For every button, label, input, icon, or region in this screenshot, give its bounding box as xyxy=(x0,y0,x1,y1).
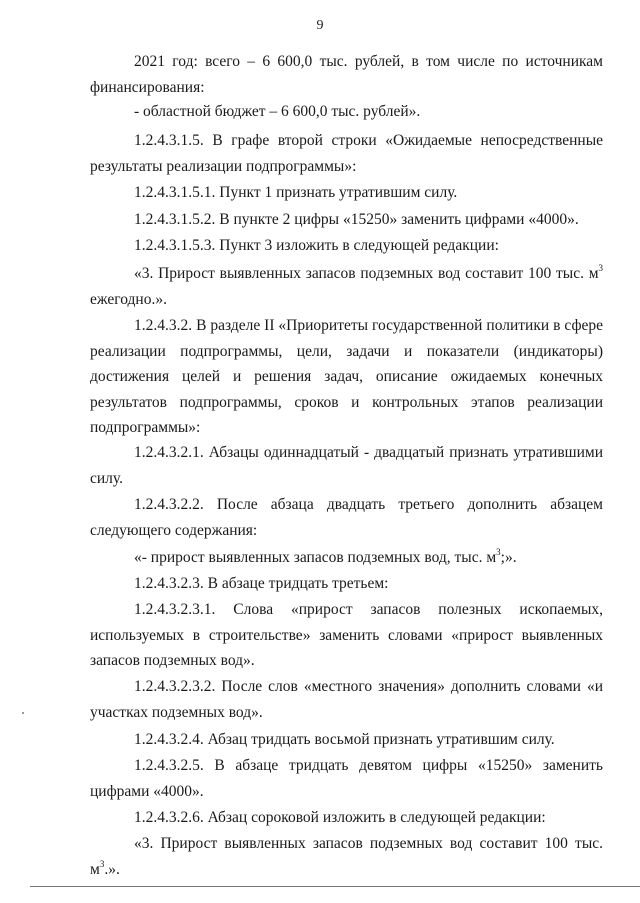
paragraph-1-2-4-3-2-1 xyxy=(90,440,603,491)
paragraph-1-2-4-3-2-2 xyxy=(90,492,603,543)
quote-text: «3. Прирост выявленных запасов подземных вод составит 100 тыс. м xyxy=(134,265,599,282)
paragraph-1-2-4-3-1-5-1 xyxy=(90,180,603,206)
paragraph-text: 1.2.4.3.2. В разделе II «Приоритеты государственной политики в сфере реализации подпрограммы, цели, задачи и показатели (индикаторы) достижения целей и решения задач, описание ожидаемых конечных результатов подпрограммы, сроков и контрольных этапов реализации подпрограммы»: xyxy=(90,317,603,436)
superscript: 3 xyxy=(598,263,603,273)
paragraph-1-2-4-3-2-3 xyxy=(90,571,603,597)
quote-growth-line xyxy=(90,545,603,571)
paragraph-text: 1.2.4.3.2.6. Абзац сороковой изложить в следующей редакции: xyxy=(134,809,546,826)
quote-text-end: ежегодно.». xyxy=(90,290,167,308)
paragraph-1-2-4-3-2-3-2 xyxy=(90,674,603,725)
quote-text-end: ;». xyxy=(500,549,517,566)
paragraph-text: 1.2.4.3.1.5. В графе второй строки «Ожидаемые непосредственные результаты реализации подпрограммы»: xyxy=(90,132,603,175)
paragraph-text: 1.2.4.3.2.4. Абзац тридцать восьмой признать утратившим силу. xyxy=(134,731,555,748)
quote-text-end: .». xyxy=(104,860,120,878)
paragraph-text: 1.2.4.3.2.2. После абзаца двадцать третьего дополнить абзацем следующего содержания: xyxy=(90,496,603,539)
scan-edge-line xyxy=(30,886,640,887)
superscript: 3 xyxy=(496,547,501,557)
paragraph-text: 1.2.4.3.2.3. В абзаце тридцать третьем: xyxy=(134,575,389,592)
quote-text: «3. Прирост выявленных запасов подземных вод составит 100 тыс. м xyxy=(90,835,603,878)
paragraph-1-2-4-3-2-3-1 xyxy=(90,597,603,674)
paragraph-text: 1.2.4.3.2.3.1. Слова «прирост запасов полезных ископаемых, используемых в строительстве» заменить словами «прирост выявленных запасов подземных вод». xyxy=(90,601,603,669)
paragraph-text: 1.2.4.3.2.1. Абзацы одиннадцатый - двадцатый признать утратившими силу. xyxy=(90,444,603,487)
paragraph-text: - областной бюджет – 6 600,0 тыс. рублей». xyxy=(134,103,421,120)
paragraph-text: 1.2.4.3.2.5. В абзаце тридцать девятом цифры «15250» заменить цифрами «4000». xyxy=(90,757,603,800)
scan-speck xyxy=(22,712,24,714)
paragraph-1-2-4-3-1-5 xyxy=(90,128,603,179)
paragraph-text: 1.2.4.3.1.5.2. В пункте 2 цифры «15250» заменить цифрами «4000». xyxy=(134,211,579,228)
paragraph-text: 1.2.4.3.2.3.2. После слов «местного значения» дополнить словами «и участках подземных вод». xyxy=(90,678,603,721)
paragraph-1-2-4-3-1-5-2 xyxy=(90,207,603,233)
quote-item-3-second xyxy=(90,831,603,882)
superscript: 3 xyxy=(99,858,105,869)
paragraph-regional-budget xyxy=(90,99,603,125)
paragraph-text: 1.2.4.3.1.5.3. Пункт 3 изложить в следующей редакции: xyxy=(134,237,499,254)
paragraph-1-2-4-3-2 xyxy=(90,313,603,441)
paragraph-1-2-4-3-2-6 xyxy=(90,805,603,831)
quote-text: «- прирост выявленных запасов подземных вод, тыс. м xyxy=(134,549,497,566)
paragraph-1-2-4-3-2-4 xyxy=(90,727,603,753)
paragraph-2021 xyxy=(90,49,603,100)
paragraph-text: 2021 год: всего – 6 600,0 тыс. рублей, в том числе по источникам финансирования: xyxy=(90,53,603,96)
paragraph-1-2-4-3-1-5-3 xyxy=(90,233,603,259)
paragraph-text: 1.2.4.3.1.5.1. Пункт 1 признать утратившим силу. xyxy=(134,184,458,201)
quote-item-3-first xyxy=(90,261,603,312)
page-number: 9 xyxy=(316,18,324,33)
paragraph-1-2-4-3-2-5 xyxy=(90,753,603,804)
